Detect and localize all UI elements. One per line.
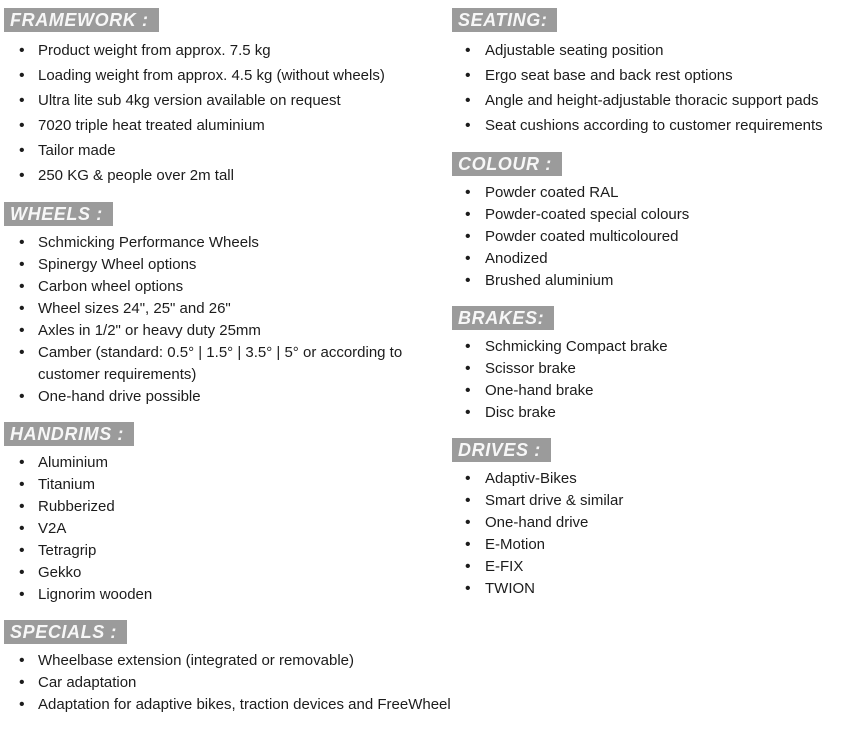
list-item (452, 113, 846, 138)
section-title-colour: COLOUR : (452, 152, 562, 176)
bullet-icon: • (19, 344, 25, 361)
specials-list (4, 650, 452, 716)
list-item (4, 650, 452, 672)
list-item (4, 342, 452, 386)
section-title-seating: SEATING: (452, 8, 557, 32)
spec-text: TWION (485, 580, 535, 597)
spec-text: One-hand brake (485, 382, 594, 399)
spec-text: Adjustable seating position (485, 42, 664, 59)
bullet-icon: • (465, 67, 471, 84)
colour-list (452, 182, 846, 292)
section-title-brakes: BRAKES: (452, 306, 554, 330)
spec-text: Titanium (38, 476, 95, 493)
bullet-icon: • (19, 256, 25, 273)
bullet-icon: • (465, 117, 471, 134)
brakes-list (452, 336, 846, 424)
spec-text: Smart drive & similar (485, 492, 624, 509)
list-item (4, 386, 452, 408)
spec-text: Loading weight from approx. 4.5 kg (without wheels) (38, 67, 385, 84)
bullet-icon: • (19, 696, 25, 713)
bullet-icon: • (465, 514, 471, 531)
bullet-icon: • (19, 117, 25, 134)
bullet-icon: • (465, 492, 471, 509)
spec-text: Wheelbase extension (integrated or removable) (38, 652, 355, 669)
list-item (452, 270, 846, 292)
list-item (452, 490, 846, 512)
bullet-icon: • (19, 476, 25, 493)
framework-list (4, 38, 452, 188)
bullet-icon: • (19, 498, 25, 515)
bullet-icon: • (19, 300, 25, 317)
seating-list (452, 38, 846, 138)
list-item (452, 204, 846, 226)
list-item (4, 232, 452, 254)
bullet-icon: • (19, 234, 25, 251)
section-colour (452, 152, 846, 292)
section-title-wheels: WHEELS : (4, 202, 113, 226)
bullet-icon: • (465, 536, 471, 553)
spec-text: Tailor made (38, 142, 116, 159)
spec-text: Seat cushions according to customer requirements (485, 117, 823, 134)
spec-text: 250 KG & people over 2m tall (38, 167, 234, 184)
spec-text: Spinergy Wheel options (38, 256, 197, 273)
wheels-list (4, 232, 452, 408)
spec-text: Car adaptation (38, 674, 137, 691)
spec-text: Gekko (38, 564, 82, 581)
spec-text: Adaptiv-Bikes (485, 470, 577, 487)
section-title-drives: DRIVES : (452, 438, 551, 462)
bullet-icon: • (19, 42, 25, 59)
bullet-icon: • (19, 278, 25, 295)
list-item (4, 672, 452, 694)
list-item (452, 63, 846, 88)
section-title-framework: FRAMEWORK : (4, 8, 159, 32)
list-item (4, 63, 452, 88)
bullet-icon: • (465, 272, 471, 289)
spec-text: Tetragrip (38, 542, 97, 559)
list-item (452, 182, 846, 204)
bullet-icon: • (19, 586, 25, 603)
list-item (452, 88, 846, 113)
drives-list (452, 468, 846, 600)
list-item (4, 254, 452, 276)
spec-text: Aluminium (38, 454, 109, 471)
spec-text: One-hand drive (485, 514, 589, 531)
spec-text: Lignorim wooden (38, 586, 153, 603)
list-item (452, 248, 846, 270)
bullet-icon: • (19, 322, 25, 339)
bullet-icon: • (19, 542, 25, 559)
list-item (4, 138, 452, 163)
bullet-icon: • (19, 67, 25, 84)
section-title-specials: SPECIALS : (4, 620, 127, 644)
bullet-icon: • (465, 558, 471, 575)
bullet-icon: • (465, 184, 471, 201)
spec-text: Carbon wheel options (38, 278, 184, 295)
spec-text: Adaptation for adaptive bikes, traction devices and FreeWheel (38, 696, 451, 713)
bullet-icon: • (465, 404, 471, 421)
list-item (452, 402, 846, 424)
spec-text: Ergo seat base and back rest options (485, 67, 733, 84)
bullet-icon: • (19, 388, 25, 405)
list-item (4, 320, 452, 342)
spec-text: 7020 triple heat treated aluminium (38, 117, 265, 134)
list-item (4, 474, 452, 496)
spec-text: Rubberized (38, 498, 115, 515)
list-item (4, 518, 452, 540)
bullet-icon: • (19, 454, 25, 471)
list-item (452, 380, 846, 402)
bullet-icon: • (465, 206, 471, 223)
spec-text: Disc brake (485, 404, 556, 421)
spec-text: Wheel sizes 24", 25" and 26" (38, 300, 231, 317)
bullet-icon: • (19, 674, 25, 691)
bullet-icon: • (465, 470, 471, 487)
bullet-icon: • (19, 564, 25, 581)
right-column (452, 8, 846, 730)
list-item (4, 452, 452, 474)
spec-text: Schmicking Performance Wheels (38, 234, 259, 251)
spec-text: Powder-coated special colours (485, 206, 690, 223)
section-wheels (4, 202, 452, 408)
section-title-handrims: HANDRIMS : (4, 422, 134, 446)
list-item (4, 540, 452, 562)
section-drives (452, 438, 846, 600)
list-item (452, 468, 846, 490)
list-item (452, 38, 846, 63)
bullet-icon: • (465, 360, 471, 377)
list-item (4, 88, 452, 113)
bullet-icon: • (19, 520, 25, 537)
list-item (452, 556, 846, 578)
list-item (4, 584, 452, 606)
list-item (4, 562, 452, 584)
spec-text: E-Motion (485, 536, 546, 553)
list-item (452, 512, 846, 534)
section-seating (452, 8, 846, 138)
bullet-icon: • (465, 228, 471, 245)
spec-text: One-hand drive possible (38, 388, 201, 405)
spec-text: E-FIX (485, 558, 524, 575)
bullet-icon: • (465, 382, 471, 399)
spec-text: Ultra lite sub 4kg version available on request (38, 92, 341, 109)
spec-text: Brushed aluminium (485, 272, 614, 289)
bullet-icon: • (465, 92, 471, 109)
spec-text: Product weight from approx. 7.5 kg (38, 42, 271, 59)
section-framework (4, 8, 452, 188)
bullet-icon: • (19, 167, 25, 184)
bullet-icon: • (465, 250, 471, 267)
bullet-icon: • (19, 92, 25, 109)
spec-text: Scissor brake (485, 360, 576, 377)
list-item (452, 358, 846, 380)
spec-text: Axles in 1/2" or heavy duty 25mm (38, 322, 261, 339)
list-item (4, 38, 452, 63)
list-item (4, 163, 452, 188)
section-specials (4, 620, 452, 716)
list-item (4, 276, 452, 298)
list-item (452, 336, 846, 358)
spec-text: Powder coated RAL (485, 184, 619, 201)
list-item (452, 226, 846, 248)
bullet-icon: • (465, 42, 471, 59)
list-item (452, 578, 846, 600)
spec-text: Powder coated multicoloured (485, 228, 679, 245)
bullet-icon: • (19, 652, 25, 669)
bullet-icon: • (465, 338, 471, 355)
spec-text: Anodized (485, 250, 548, 267)
bullet-icon: • (19, 142, 25, 159)
list-item (4, 694, 452, 716)
list-item (4, 298, 452, 320)
bullet-icon: • (465, 580, 471, 597)
list-item (452, 534, 846, 556)
spec-text: Angle and height-adjustable thoracic support pads (485, 92, 819, 109)
section-handrims (4, 422, 452, 606)
spec-text: Schmicking Compact brake (485, 338, 668, 355)
handrims-list (4, 452, 452, 606)
section-brakes (452, 306, 846, 424)
left-column (0, 8, 452, 730)
list-item (4, 496, 452, 518)
spec-text: V2A (38, 520, 67, 537)
spec-text: Camber (standard: 0.5° | 1.5° | 3.5° | 5° or according to customer requirements) (38, 344, 403, 383)
list-item (4, 113, 452, 138)
